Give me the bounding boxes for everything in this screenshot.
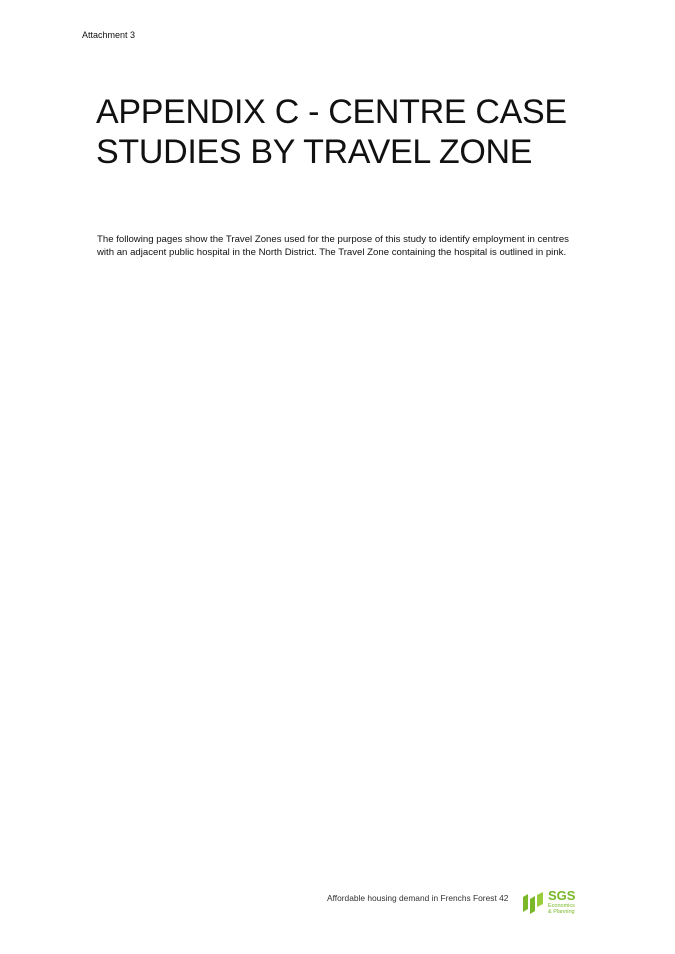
title-line-2: STUDIES BY TRAVEL ZONE — [96, 133, 533, 171]
page-title — [96, 92, 616, 172]
sgs-logo — [521, 889, 583, 919]
title-line-1: APPENDIX C - CENTRE CASE — [96, 93, 567, 131]
footer-text: Affordable housing demand in Frenchs Forest 42 — [327, 893, 509, 903]
logo-subtitle-line-2: & Planning — [548, 909, 575, 915]
logo-name: SGS — [548, 888, 576, 903]
logo-subtitle-line-1: Economics — [548, 903, 575, 909]
sgs-logo-icon — [521, 891, 545, 915]
intro-paragraph: The following pages show the Travel Zones used for the purpose of this study to identify employment in centres with an adjacent public hospital in the North District. The Travel Zone containing the hospital is outlined in pink. — [97, 234, 569, 259]
attachment-label: Attachment 3 — [82, 30, 136, 40]
